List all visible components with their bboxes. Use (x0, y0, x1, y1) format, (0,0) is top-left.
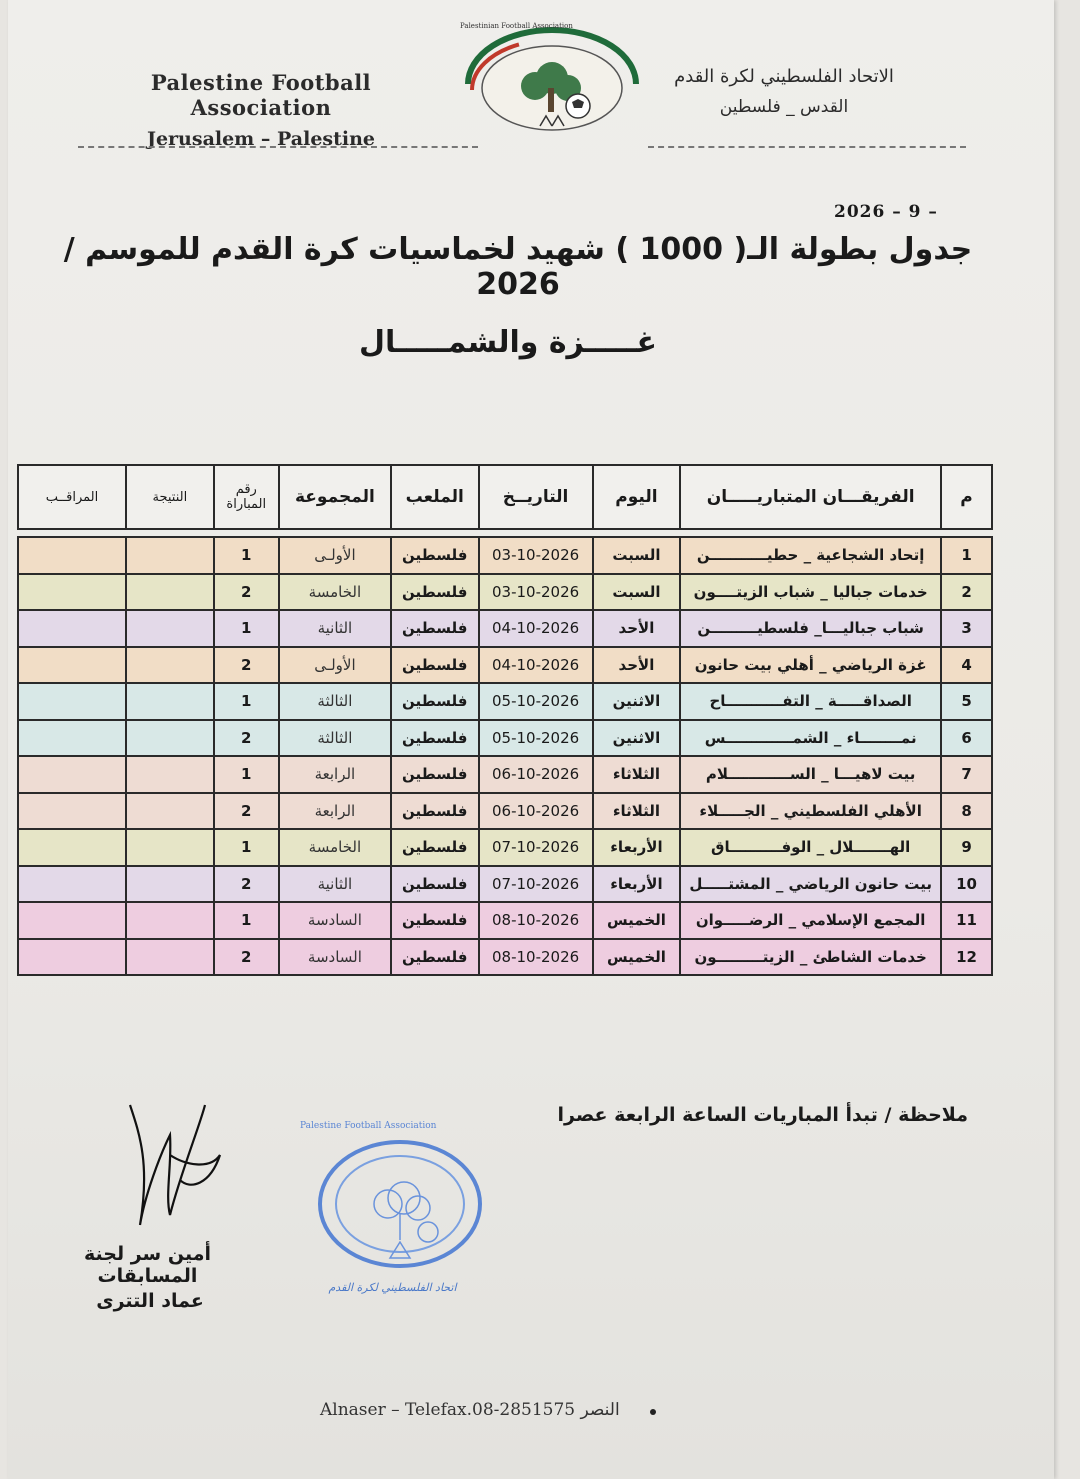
row-stadium: فلسطين (391, 793, 479, 830)
row-match-number: 1 (214, 756, 279, 793)
table-row (18, 537, 992, 574)
arabic-header (634, 66, 934, 117)
english-org-name: Palestine Football Association (150, 70, 372, 120)
row-date: 07-10-2026 (479, 829, 593, 866)
row-group: الأولـى (279, 647, 391, 684)
row-number: 5 (941, 683, 992, 720)
row-date: 07-10-2026 (479, 866, 593, 903)
table-row (18, 829, 992, 866)
header-divider-right (648, 146, 966, 148)
row-group: الخامسة (279, 574, 391, 611)
header-observer: المراقــب (18, 465, 126, 529)
row-result (126, 683, 214, 720)
row-result (126, 647, 214, 684)
row-teams: نمــــــــاء _ الشمـــــــــــــس (680, 720, 941, 757)
row-match-number: 1 (214, 683, 279, 720)
row-teams: خدمات جباليا _ شباب الزيتــــون (680, 574, 941, 611)
row-date: 08-10-2026 (479, 902, 593, 939)
table-row (18, 793, 992, 830)
row-stadium: فلسطين (391, 683, 479, 720)
handwritten-signature (110, 1095, 230, 1235)
header-divider-left (78, 146, 478, 148)
row-number: 11 (941, 902, 992, 939)
row-group: الخامسة (279, 829, 391, 866)
row-number: 7 (941, 756, 992, 793)
table-row (18, 683, 992, 720)
row-number: 6 (941, 720, 992, 757)
header-no: م (941, 465, 992, 529)
row-stadium: فلسطين (391, 610, 479, 647)
row-observer (18, 756, 126, 793)
row-observer (18, 610, 126, 647)
english-location: Jerusalem – Palestine (146, 128, 376, 150)
row-stadium: فلسطين (391, 902, 479, 939)
row-match-number: 2 (214, 720, 279, 757)
row-stadium: فلسطين (391, 720, 479, 757)
row-match-number: 1 (214, 902, 279, 939)
stamp-bottom-text: اتحاد الفلسطيني لكرة القدم (328, 1281, 457, 1294)
header-day: اليوم (593, 465, 681, 529)
pfa-logo (460, 22, 642, 136)
row-day: الاثنين (593, 720, 681, 757)
row-stadium: فلسطين (391, 829, 479, 866)
row-group: الأولـى (279, 537, 391, 574)
row-date: 05-10-2026 (479, 683, 593, 720)
row-match-number: 2 (214, 574, 279, 611)
stamp-ring-text: Palestine Football Association (300, 1121, 437, 1131)
row-number: 8 (941, 793, 992, 830)
row-group: الرابعة (279, 756, 391, 793)
region-subtitle: غـــــزة والشمـــــال (359, 325, 657, 360)
row-observer (18, 574, 126, 611)
row-day: الثلاثاء (593, 793, 681, 830)
row-teams: الأهلي الفلسطيني _ الجـــــلاء (680, 793, 941, 830)
row-match-number: 2 (214, 866, 279, 903)
row-day: الخميس (593, 939, 681, 976)
row-date: 06-10-2026 (479, 756, 593, 793)
row-teams: خدمات الشاطئ _ الزيتـــــــــون (680, 939, 941, 976)
row-group: السادسة (279, 902, 391, 939)
table-row (18, 720, 992, 757)
row-number: 12 (941, 939, 992, 976)
row-number: 1 (941, 537, 992, 574)
row-result (126, 756, 214, 793)
row-stadium: فلسطين (391, 756, 479, 793)
row-date: 03-10-2026 (479, 537, 593, 574)
signatory-title: أمين سر لجنة المسابقات (84, 1243, 211, 1287)
row-observer (18, 793, 126, 830)
row-result (126, 720, 214, 757)
row-teams: بيت لاهيـــا _ الســــــــــــلام (680, 756, 941, 793)
row-stadium: فلسطين (391, 647, 479, 684)
signatory-name: عماد التترى (96, 1290, 204, 1312)
row-teams: الصداقـــــة _ التفـــــــــــاح (680, 683, 941, 720)
row-day: الثلاثاء (593, 756, 681, 793)
schedule-table (17, 464, 993, 976)
row-date: 04-10-2026 (479, 610, 593, 647)
row-group: الثانية (279, 866, 391, 903)
row-number: 10 (941, 866, 992, 903)
row-number: 3 (941, 610, 992, 647)
row-observer (18, 829, 126, 866)
row-match-number: 1 (214, 829, 279, 866)
row-teams: غزة الرياضي _ أهلي بيت حانون (680, 647, 941, 684)
row-date: 05-10-2026 (479, 720, 593, 757)
row-result (126, 902, 214, 939)
table-row (18, 647, 992, 684)
row-result (126, 866, 214, 903)
header-teams: الفريقـــان المتباريـــــان (680, 465, 941, 529)
row-group: الثالثة (279, 683, 391, 720)
header-result: النتيجة (126, 465, 214, 529)
row-stadium: فلسطين (391, 574, 479, 611)
row-stadium: فلسطين (391, 537, 479, 574)
row-date: 08-10-2026 (479, 939, 593, 976)
row-teams: إتحاد الشجاعية _ حطيـــــــــــن (680, 537, 941, 574)
table-row (18, 939, 992, 976)
row-observer (18, 647, 126, 684)
row-date: 03-10-2026 (479, 574, 593, 611)
row-day: الاثنين (593, 683, 681, 720)
start-time-note: ملاحظة / تبدأ المباريات الساعة الرابعة عصرا (557, 1104, 968, 1126)
row-day: السبت (593, 574, 681, 611)
row-teams: المجمع الإسلامي _ الرضـــــوان (680, 902, 941, 939)
row-day: السبت (593, 537, 681, 574)
logo-ring-text: Palestinian Football Association (460, 22, 573, 30)
row-stadium: فلسطين (391, 866, 479, 903)
row-observer (18, 866, 126, 903)
row-result (126, 939, 214, 976)
row-day: الخميس (593, 902, 681, 939)
row-observer (18, 683, 126, 720)
row-teams: الهـــــــلال _ الوفــــــــــاق (680, 829, 941, 866)
table-row (18, 866, 992, 903)
row-result (126, 829, 214, 866)
header-date: التاريــخ (479, 465, 593, 529)
table-row (18, 902, 992, 939)
row-date: 06-10-2026 (479, 793, 593, 830)
row-observer (18, 902, 126, 939)
row-day: الأحد (593, 647, 681, 684)
row-teams: بيت حانون الرياضي _ المشتـــــل (680, 866, 941, 903)
row-group: الثانية (279, 610, 391, 647)
row-observer (18, 939, 126, 976)
footer-bullet (650, 1409, 656, 1415)
row-match-number: 1 (214, 610, 279, 647)
row-group: الثالثة (279, 720, 391, 757)
header-group: المجموعة (279, 465, 391, 529)
arabic-org-name: الاتحاد الفلسطيني لكرة القدم (674, 66, 894, 87)
row-result (126, 574, 214, 611)
table-row (18, 574, 992, 611)
footer-contact: Alnaser – Telefax.08-2851575 النصر (320, 1400, 620, 1420)
row-match-number: 2 (214, 939, 279, 976)
row-result (126, 610, 214, 647)
row-observer (18, 720, 126, 757)
row-observer (18, 537, 126, 574)
row-day: الأربعاء (593, 866, 681, 903)
table-header-row (18, 465, 992, 529)
row-number: 9 (941, 829, 992, 866)
english-header (96, 70, 426, 150)
row-match-number: 2 (214, 647, 279, 684)
header-match-no: رقم المباراة (214, 465, 279, 529)
header-stadium: الملعب (391, 465, 479, 529)
row-result (126, 793, 214, 830)
table-row (18, 756, 992, 793)
row-match-number: 1 (214, 537, 279, 574)
table-row (18, 610, 992, 647)
row-number: 4 (941, 647, 992, 684)
row-match-number: 2 (214, 793, 279, 830)
row-number: 2 (941, 574, 992, 611)
row-group: الرابعة (279, 793, 391, 830)
row-date: 04-10-2026 (479, 647, 593, 684)
document-date: 2026 – 9 – (834, 202, 938, 222)
page-title: جدول بطولة الـ( 1000 ) شهيد لخماسيات كرة القدم للموسم / 2026 (63, 232, 973, 302)
row-day: الأربعاء (593, 829, 681, 866)
row-group: السادسة (279, 939, 391, 976)
row-result (126, 537, 214, 574)
arabic-location: القدس _ فلسطين (719, 97, 849, 117)
row-day: الأحد (593, 610, 681, 647)
row-stadium: فلسطين (391, 939, 479, 976)
row-teams: شباب جباليـــا_ فلسطيـــــــــن (680, 610, 941, 647)
